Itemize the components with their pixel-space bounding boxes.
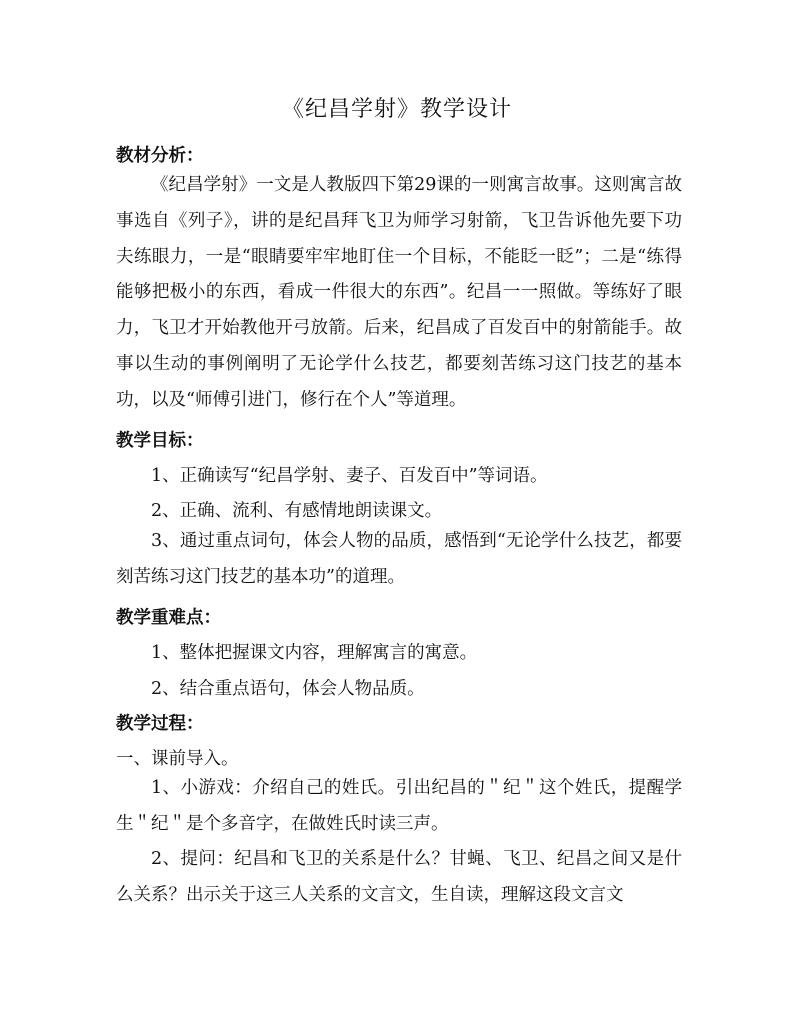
- process-heading: 教学过程：: [116, 714, 204, 734]
- key-point-item-1: 1、整体把握课文内容，理解寓言的寓意。: [151, 643, 478, 663]
- goals-heading: 教学目标：: [116, 431, 204, 451]
- goal-item-3: 3、通过重点词句，体会人物的品质，感悟到“无论学什么技艺，都要刻苦练习这门技艺的基本功”的道理。: [116, 531, 682, 587]
- process-step-1: 1、小游戏：介绍自己的姓氏。引出纪昌的＂纪＂这个姓氏，提醒学生＂纪＂是个多音字，在做姓氏时读三声。: [116, 778, 682, 834]
- analysis-paragraph: 《纪昌学射》一文是人教版四下第29课的一则寓言故事。这则寓言故事选自《列子》，讲的是纪昌拜飞卫为师学习射箭，飞卫告诉他先要下功夫练眼力，一是“眼睛要牢牢地盯住一个目标，不能眨一眨”；二是“练得能够把极小的东西，看成一件很大的东西”。纪昌一一照做。等练好了眼力，飞卫才开始教他开弓放箭。后来，纪昌成了百发百中的射箭能手。故事以生动的事例阐明了无论学什么技艺，都要刻苦练习这门技艺的基本功，以及“师傅引进门，修行在个人”等道理。: [116, 175, 682, 410]
- key-points-heading: 教学重难点：: [116, 608, 221, 628]
- key-point-item-2: 2、结合重点语句，体会人物品质。: [151, 679, 425, 699]
- document-title: 《纪昌学射》教学设计: [281, 97, 512, 122]
- goal-item-2: 2、正确、流利、有感情地朗读课文。: [151, 501, 443, 521]
- goal-item-1: 1、正确读写“纪昌学射、妻子、百发百中”等词语。: [151, 466, 548, 486]
- process-step-2: 2、提问：纪昌和飞卫的关系是什么？甘蝇、飞卫、纪昌之间又是什么关系？出示关于这三人关系的文言文，生自读，理解这段文言文: [116, 849, 682, 905]
- analysis-heading: 教材分析：: [116, 146, 204, 166]
- process-section-1: 一、课前导入。: [116, 749, 239, 769]
